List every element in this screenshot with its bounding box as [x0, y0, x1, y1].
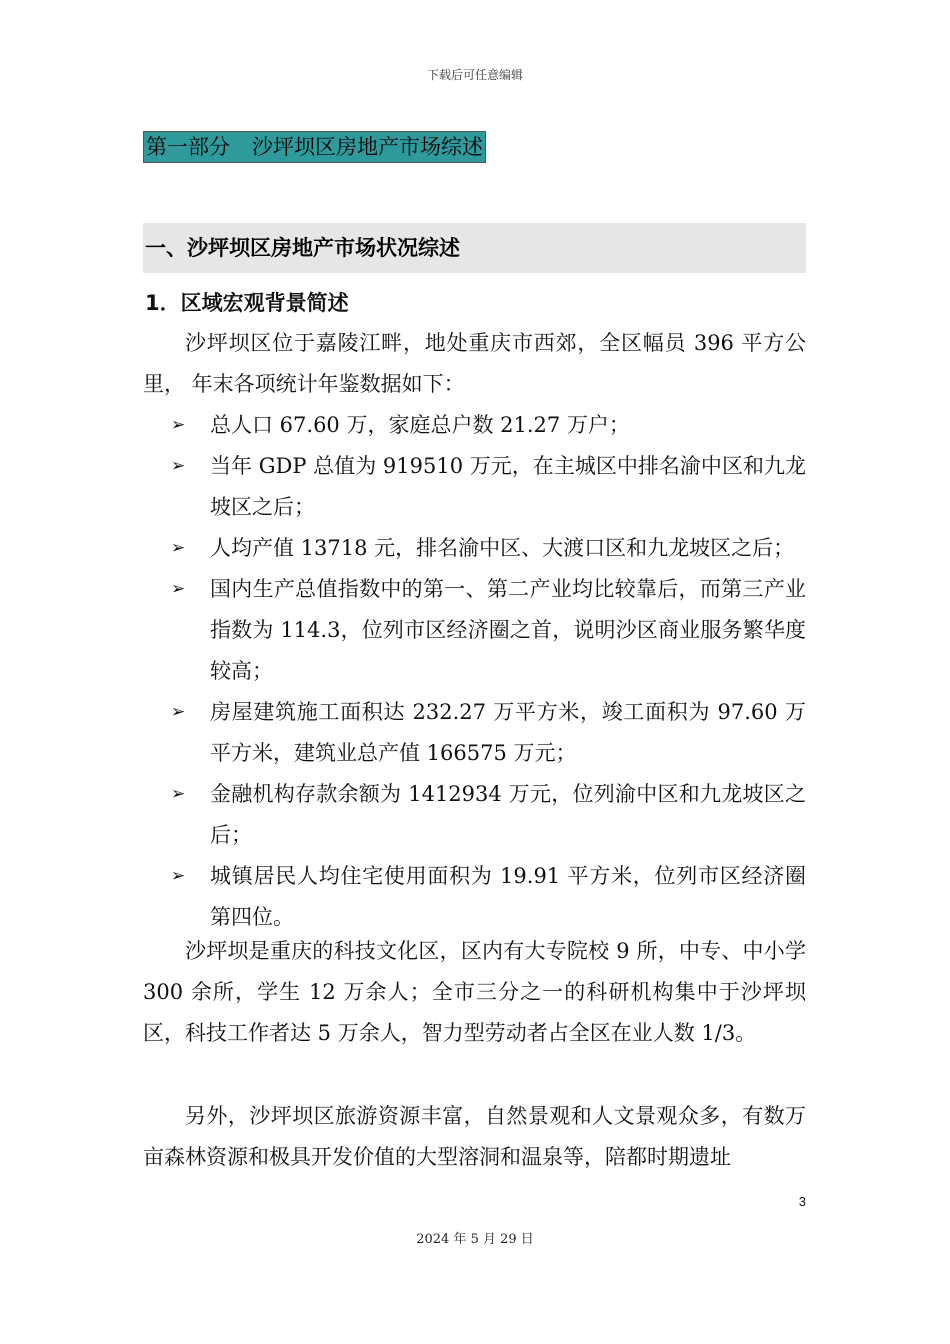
- list-item: ➢ 城镇居民人均住宅使用面积为 19.91 平方米，位列市区经济圈第四位。: [143, 856, 806, 938]
- page-number: 3: [798, 1194, 806, 1209]
- arrow-bullet-icon: ➢: [171, 456, 186, 476]
- arrow-bullet-icon: ➢: [171, 702, 186, 722]
- section-heading-bar: [143, 223, 806, 273]
- list-item: ➢ 国内生产总值指数中的第一、第二产业均比较靠后，而第三产业指数为 114.3，位列市区经济圈之首，说明沙区商业服务繁华度较高；: [143, 569, 806, 692]
- list-item: ➢ 房屋建筑施工面积达 232.27 万平方米，竣工面积为 97.60 万平方米，建筑业总产值 166575 万元；: [143, 692, 806, 774]
- arrow-bullet-icon: ➢: [171, 579, 186, 599]
- tourism-paragraph: 另外，沙坪坝区旅游资源丰富，自然景观和人文景观众多，有数万亩森林资源和极具开发价值的大型溶洞和温泉等，陪都时期遗址: [143, 1104, 806, 1169]
- list-item: ➢ 当年 GDP 总值为 919510 万元，在主城区中排名渝中区和九龙坡区之后；: [143, 446, 806, 528]
- header-note: 下载后可任意编辑: [426, 68, 523, 82]
- list-item: ➢ 金融机构存款余额为 1412934 万元，位列渝中区和九龙坡区之后；: [143, 774, 806, 856]
- list-item: ➢ 总人口 67.60 万，家庭总户数 21.27 万户；: [143, 405, 806, 446]
- part-label: 第一部分: [146, 135, 230, 159]
- arrow-bullet-icon: ➢: [171, 538, 186, 558]
- section-title: 一、沙坪坝区房地产市场状况综述: [145, 236, 460, 260]
- footer-date: 2024 年 5 月 29 日: [416, 1232, 534, 1247]
- subsection-title: 1．区域宏观背景简述: [145, 291, 349, 315]
- statistics-list: [143, 405, 806, 938]
- arrow-bullet-icon: ➢: [171, 415, 186, 435]
- part-title-text: 沙坪坝区房地产市场综述: [252, 135, 483, 159]
- tech-paragraph: 沙坪坝是重庆的科技文化区，区内有大专院校 9 所，中专、中小学 300 余所，学生 12 万余人；全市三分之一的科研机构集中于沙坪坝区，科技工作者达 5 万余人，智力型劳动者占全区在业人数 1/3。: [143, 939, 806, 1045]
- list-item: ➢ 人均产值 13718 元，排名渝中区、大渡口区和九龙坡区之后；: [143, 528, 806, 569]
- part-title: [143, 131, 486, 163]
- arrow-bullet-icon: ➢: [171, 784, 186, 804]
- intro-paragraph: 沙坪坝区位于嘉陵江畔，地处重庆市西郊，全区幅员 396 平方公里， 年末各项统计年鉴数据如下：: [143, 331, 806, 396]
- arrow-bullet-icon: ➢: [171, 866, 186, 886]
